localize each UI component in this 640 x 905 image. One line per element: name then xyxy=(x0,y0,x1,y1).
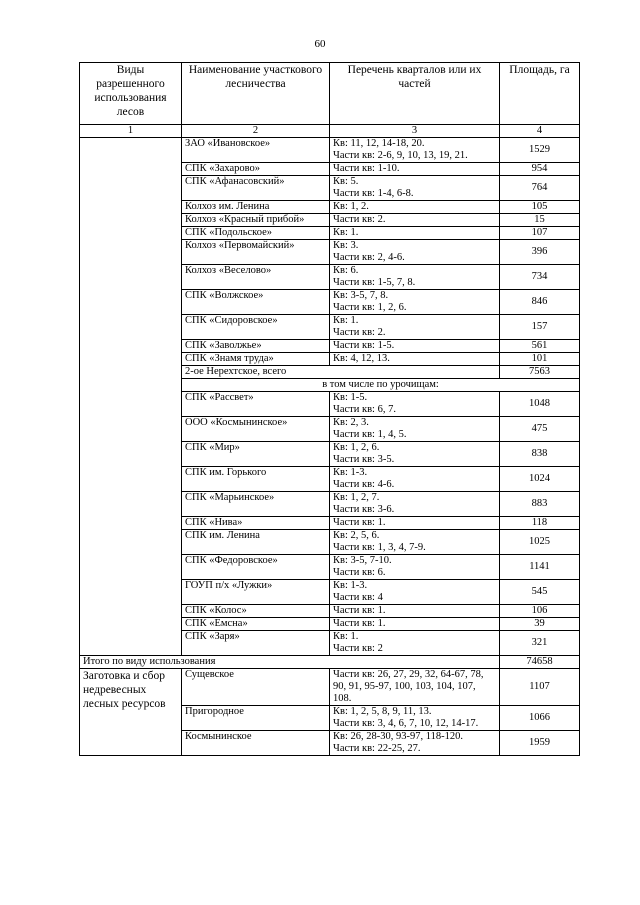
quarter-line: Части кв: 1-5. xyxy=(333,340,395,351)
area-value: 157 xyxy=(500,315,580,340)
area-value: 118 xyxy=(500,517,580,530)
quarter-line: Части кв: 26, 27, 29, 32, 64-67, 78, 90, 91, 95-97, 100, 103, 104, 107, 108. xyxy=(333,669,484,704)
quarter-line: Части кв: 3-6. xyxy=(333,504,395,515)
quarter-line: Части кв: 4 xyxy=(333,592,383,603)
quarter-line: Части кв: 4-6. xyxy=(333,479,395,490)
quarter-line: Кв: 1-3. xyxy=(333,467,368,478)
quarter-line: Кв: 3. xyxy=(333,240,359,251)
quarters-cell xyxy=(330,163,500,176)
quarters-cell xyxy=(330,555,500,580)
column-number-row xyxy=(80,125,580,138)
quarter-line: Части кв: 1, 4, 5. xyxy=(333,429,407,440)
header-forestry-name: Наименование участкового лесничества xyxy=(182,63,330,125)
quarter-line: Части кв: 1-4, 6-8. xyxy=(333,188,414,199)
area-value: 1025 xyxy=(500,530,580,555)
quarters-cell xyxy=(330,631,500,656)
quarter-line: Части кв: 3-5. xyxy=(333,454,395,465)
quarter-line: Кв: 26, 28-30, 93-97, 118-120. xyxy=(333,731,463,742)
forestry-name: СПК «Емсна» xyxy=(182,618,330,631)
quarter-line: Части кв: 1-10. xyxy=(333,163,400,174)
area-value: 764 xyxy=(500,176,580,201)
forestry-name: СПК «Знамя труда» xyxy=(182,353,330,366)
quarters-cell xyxy=(330,138,500,163)
header-use-type: Виды разрешенного использования лесов xyxy=(80,63,182,125)
area-value: 396 xyxy=(500,240,580,265)
forestry-name: СПК «Заря» xyxy=(182,631,330,656)
quarter-line: Части кв: 1, 3, 4, 7-9. xyxy=(333,542,426,553)
quarter-line: Кв: 1. xyxy=(333,227,359,238)
area-value: 1048 xyxy=(500,392,580,417)
quarter-line: Кв: 1, 2, 6. xyxy=(333,442,380,453)
area-value: 1529 xyxy=(500,138,580,163)
quarters-cell xyxy=(330,492,500,517)
quarters-cell xyxy=(330,340,500,353)
col-number: 4 xyxy=(500,125,580,138)
forestry-name: Колхоз «Первомайский» xyxy=(182,240,330,265)
quarters-cell xyxy=(330,417,500,442)
forestry-name: СПК «Колос» xyxy=(182,605,330,618)
area-value: 1141 xyxy=(500,555,580,580)
quarters-cell xyxy=(330,240,500,265)
forest-use-table xyxy=(79,62,580,756)
quarters-cell xyxy=(330,265,500,290)
area-value: 954 xyxy=(500,163,580,176)
forestry-name: СПК им. Горького xyxy=(182,467,330,492)
subtotal-area: 7563 xyxy=(500,366,580,379)
quarter-line: Части кв: 6. xyxy=(333,567,386,578)
forestry-name: СПК «Волжское» xyxy=(182,290,330,315)
area-value: 1024 xyxy=(500,467,580,492)
table-row xyxy=(80,669,580,706)
quarters-cell xyxy=(330,669,500,706)
area-value: 105 xyxy=(500,201,580,214)
area-value: 734 xyxy=(500,265,580,290)
quarter-line: Части кв: 2. xyxy=(333,327,386,338)
area-value: 39 xyxy=(500,618,580,631)
quarters-cell xyxy=(330,530,500,555)
quarter-line: Части кв: 1. xyxy=(333,517,386,528)
quarter-line: Части кв: 6, 7. xyxy=(333,404,396,415)
use-type-label: Заготовка и сбор недревесных лесных ресурсов xyxy=(80,669,182,756)
forestry-name: СПК «Мир» xyxy=(182,442,330,467)
area-value: 1066 xyxy=(500,706,580,731)
quarter-line: Части кв: 1, 2, 6. xyxy=(333,302,407,313)
forestry-name: Колхоз им. Ленина xyxy=(182,201,330,214)
col-number: 3 xyxy=(330,125,500,138)
quarters-cell xyxy=(330,580,500,605)
quarters-cell xyxy=(330,442,500,467)
forestry-name: СПК «Марьинское» xyxy=(182,492,330,517)
area-value: 15 xyxy=(500,214,580,227)
quarters-cell xyxy=(330,618,500,631)
subtotal-label: 2-ое Нерехтское, всего xyxy=(182,366,500,379)
forestry-name: ООО «Космынинское» xyxy=(182,417,330,442)
forestry-name: Сущевское xyxy=(182,669,330,706)
forestry-name: ГОУП п/х «Лужки» xyxy=(182,580,330,605)
quarter-line: Части кв: 2-6, 9, 10, 13, 19, 21. xyxy=(333,150,468,161)
quarter-line: Части кв: 3, 4, 6, 7, 10, 12, 14-17. xyxy=(333,718,479,729)
forestry-name: СПК «Рассвет» xyxy=(182,392,330,417)
quarter-line: Кв: 2, 3. xyxy=(333,417,369,428)
quarter-line: Кв: 11, 12, 14-18, 20. xyxy=(333,138,425,149)
quarter-line: Кв: 3-5, 7-10. xyxy=(333,555,392,566)
quarters-cell xyxy=(330,176,500,201)
area-value: 101 xyxy=(500,353,580,366)
quarter-line: Кв: 1, 2. xyxy=(333,201,369,212)
header-area: Площадь, га xyxy=(500,63,580,125)
total-label: Итого по виду использования xyxy=(80,656,500,669)
area-value: 561 xyxy=(500,340,580,353)
quarter-line: Части кв: 1. xyxy=(333,605,386,616)
forestry-name: СПК «Сидоровское» xyxy=(182,315,330,340)
quarters-cell xyxy=(330,467,500,492)
header-row xyxy=(80,63,580,125)
quarters-cell xyxy=(330,605,500,618)
quarters-cell xyxy=(330,227,500,240)
quarter-line: Части кв: 2, 4-6. xyxy=(333,252,405,263)
forestry-name: Колхоз «Красный прибой» xyxy=(182,214,330,227)
quarters-cell xyxy=(330,201,500,214)
forestry-name: СПК «Федоровское» xyxy=(182,555,330,580)
table-row xyxy=(80,138,580,163)
area-value: 475 xyxy=(500,417,580,442)
quarter-line: Кв: 1, 2, 7. xyxy=(333,492,380,503)
area-value: 1107 xyxy=(500,669,580,706)
total-row xyxy=(80,656,580,669)
area-value: 846 xyxy=(500,290,580,315)
page-number: 60 xyxy=(314,38,326,50)
quarters-cell xyxy=(330,290,500,315)
area-value: 545 xyxy=(500,580,580,605)
quarters-cell xyxy=(330,214,500,227)
quarters-cell xyxy=(330,353,500,366)
quarter-line: Кв: 1, 2, 5, 8, 9, 11, 13. xyxy=(333,706,432,717)
quarter-line: Кв: 4, 12, 13. xyxy=(333,353,390,364)
area-value: 107 xyxy=(500,227,580,240)
quarter-line: Части кв: 1. xyxy=(333,618,386,629)
quarter-line: Части кв: 1-5, 7, 8. xyxy=(333,277,416,288)
quarter-line: Части кв: 2. xyxy=(333,214,386,225)
quarter-line: Части кв: 2 xyxy=(333,643,383,654)
forestry-name: СПК «Заволжье» xyxy=(182,340,330,353)
quarters-cell xyxy=(330,517,500,530)
area-value: 1959 xyxy=(500,731,580,756)
quarter-line: Кв: 1-5. xyxy=(333,392,368,403)
forestry-name: ЗАО «Ивановское» xyxy=(182,138,330,163)
total-area: 74658 xyxy=(500,656,580,669)
area-value: 321 xyxy=(500,631,580,656)
quarter-line: Кв: 2, 5, 6. xyxy=(333,530,380,541)
quarter-line: Кв: 1. xyxy=(333,315,359,326)
forestry-name: СПК «Нива» xyxy=(182,517,330,530)
quarters-cell xyxy=(330,706,500,731)
forestry-name: Космынинское xyxy=(182,731,330,756)
quarter-line: Кв: 1. xyxy=(333,631,359,642)
forestry-name: СПК «Афанасовский» xyxy=(182,176,330,201)
quarter-line: Кв: 3-5, 7, 8. xyxy=(333,290,389,301)
incl-label: в том числе по урочищам: xyxy=(182,379,580,392)
forestry-name: СПК «Захарово» xyxy=(182,163,330,176)
quarter-line: Кв: 5. xyxy=(333,176,359,187)
col-number: 2 xyxy=(182,125,330,138)
forestry-name: СПК «Подольское» xyxy=(182,227,330,240)
header-quarters: Перечень кварталов или их частей xyxy=(330,63,500,125)
forestry-name: Колхоз «Веселово» xyxy=(182,265,330,290)
quarter-line: Части кв: 22-25, 27. xyxy=(333,743,421,754)
forestry-name: СПК им. Ленина xyxy=(182,530,330,555)
quarter-line: Кв: 6. xyxy=(333,265,359,276)
forestry-name: Пригородное xyxy=(182,706,330,731)
area-value: 838 xyxy=(500,442,580,467)
area-value: 883 xyxy=(500,492,580,517)
quarters-cell xyxy=(330,392,500,417)
quarters-cell xyxy=(330,315,500,340)
quarter-line: Кв: 1-3. xyxy=(333,580,368,591)
use-type-cell-blank xyxy=(80,138,182,656)
quarters-cell xyxy=(330,731,500,756)
area-value: 106 xyxy=(500,605,580,618)
col-number: 1 xyxy=(80,125,182,138)
